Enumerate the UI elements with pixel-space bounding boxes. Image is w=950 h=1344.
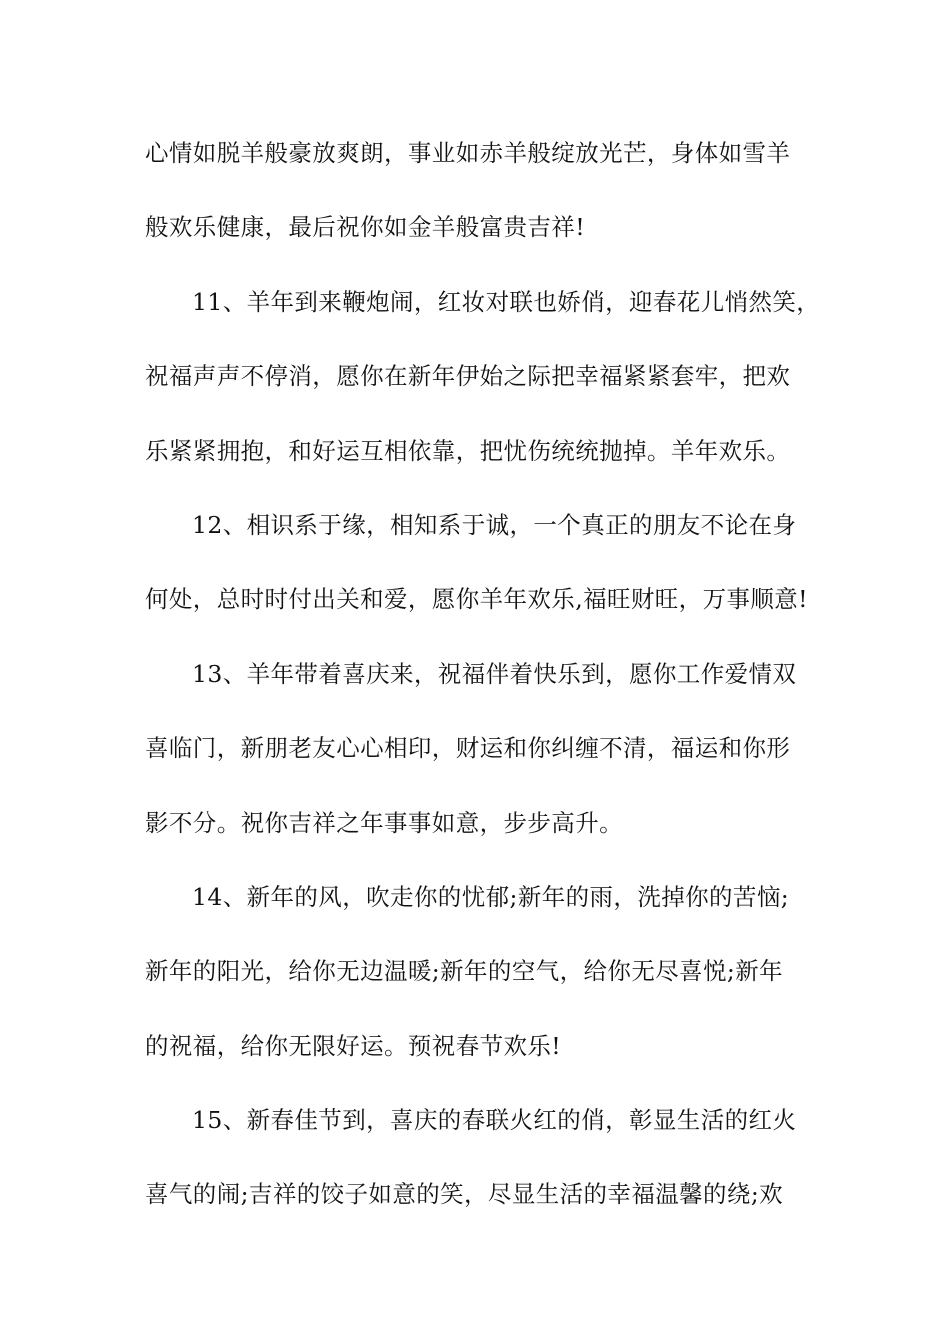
text-line: 乐紧紧拥抱，和好运互相依靠，把忧伤统统抛掉。羊年欢乐。: [145, 436, 791, 465]
text-line: 般欢乐健康，最后祝你如金羊般富贵吉祥!: [145, 213, 586, 242]
paragraph-12-start: 12、相识系于缘，相知系于诚，一个真正的朋友不论在身: [192, 510, 797, 539]
paragraph-15-start: 15、新春佳节到，喜庆的春联火红的俏，彰显生活的红火: [192, 1106, 797, 1135]
text-line: 影不分。祝你吉祥之年事事如意，步步高升。: [145, 808, 623, 837]
paragraph-11-start: 11、羊年到来鞭炮闹，红妆对联也娇俏，迎春花儿悄然笑，: [192, 287, 821, 316]
text-line: 的祝福，给你无限好运。预祝春节欢乐!: [145, 1031, 562, 1060]
text-line: 喜气的闹;吉祥的饺子如意的笑，尽显生活的幸福温馨的绕;欢: [145, 1180, 784, 1209]
paragraph-13-start: 13、羊年带着喜庆来，祝福伴着快乐到，愿你工作爱情双: [192, 659, 797, 688]
document-body: [145, 130, 821, 1246]
text-line: 喜临门，新朋老友心心相印，财运和你纠缠不清，福运和你形: [145, 734, 791, 763]
text-line: 祝福声声不停消，愿你在新年伊始之际把幸福紧紧套牢，把欢: [145, 362, 791, 391]
paragraph-14-start: 14、新年的风，吹走你的忧郁;新年的雨，洗掉你的苦恼;: [192, 882, 790, 911]
text-line: 何处，总时时付出关和爱，愿你羊年欢乐,福旺财旺，万事顺意!: [145, 585, 809, 614]
text-line: 心情如脱羊般豪放爽朗，事业如赤羊般绽放光芒，身体如雪羊: [145, 139, 791, 167]
text-line: 新年的阳光，给你无边温暖;新年的空气，给你无尽喜悦;新年: [145, 957, 784, 986]
